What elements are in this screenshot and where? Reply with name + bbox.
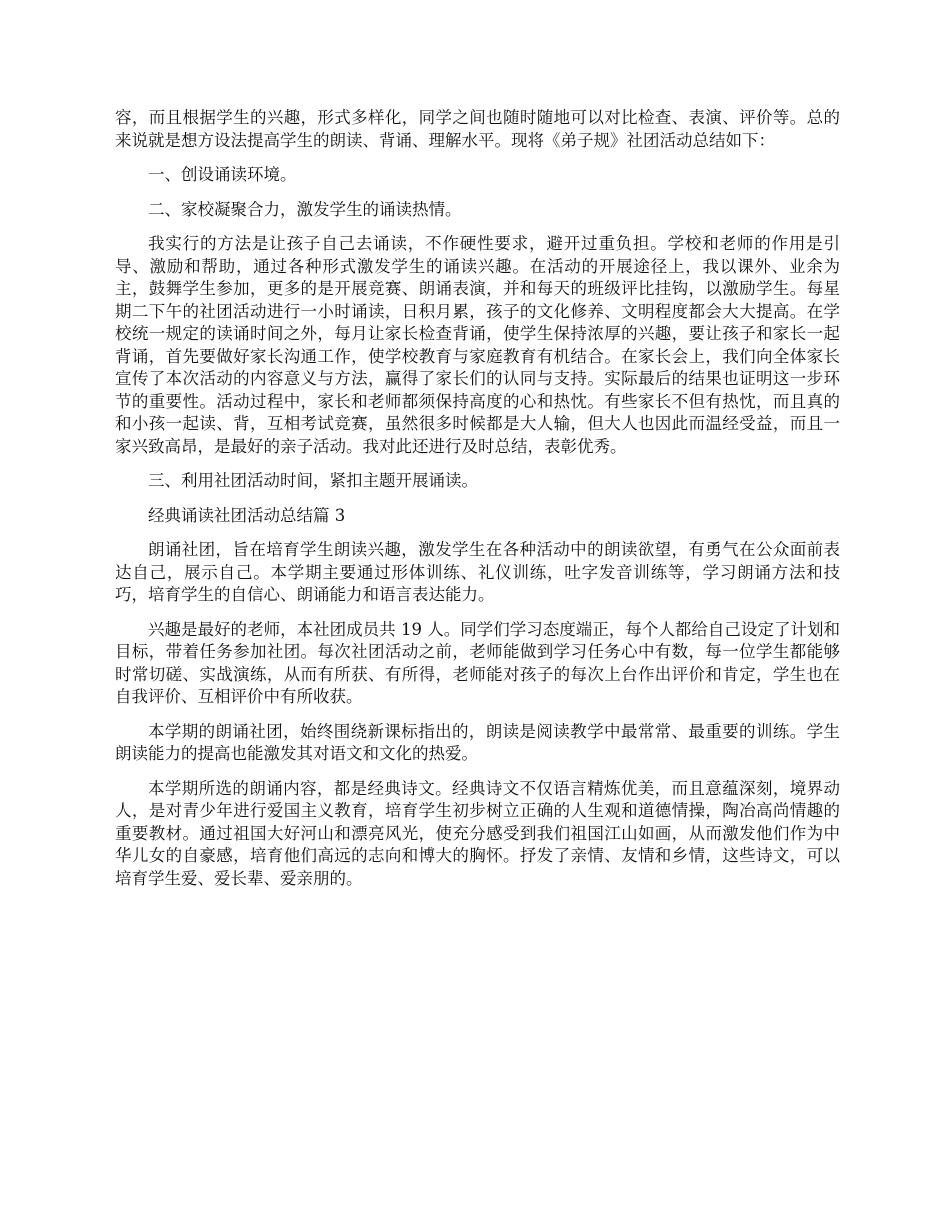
paragraph-curriculum: 本学期的朗诵社团，始终围绕新课标指出的，朗读是阅读教学中最常常、最重要的训练。学生朗读能力的提高也能激发其对语文和文化的热爱。 <box>115 721 840 763</box>
document-page <box>115 107 840 902</box>
paragraph-method: 我实行的方法是让孩子自己去诵读，不作硬性要求，避开过重负担。学校和老师的作用是引导、激励和帮助，通过各种形式激发学生的诵读兴趣。在活动的开展途径上，我以课外、业余为主，鼓舞学生参加，更多的是开展竞赛、朗诵表演，并和每天的班级评比挂钩，以激励学生。每星期二下午的社团活动进行一小时诵读，日积月累，孩子的文化修养、文明程度都会大大提高。在学校统一规定的读诵时间之外，每月让家长检查背诵，使学生保持浓厚的兴趣，要让孩子和家长一起背诵，首先要做好家长沟通工作，使学校教育与家庭教育有机结合。在家长会上，我们向全体家长宣传了本次活动的内容意义与方法，赢得了家长们的认同与支持。实际最后的结果也证明这一步环节的重要性。活动过程中，家长和老师都须保持高度的心和热忱。有些家长不但有热忱，而且真的和小孩一起读、背，互相考试竞赛，虽然很多时候都是大人输，但大人也因此而温经受益，而且一家兴致高昂，是最好的亲子活动。我对此还进行及时总结，表彰优秀。 <box>115 234 840 456</box>
paragraph-content: 本学期所选的朗诵内容，都是经典诗文。经典诗文不仅语言精炼优美，而且意蕴深刻，境界动人，是对青少年进行爱国主义教育，培育学生初步树立正确的人生观和道德情操，陶冶高尚情趣的重要教材。通过祖国大好河山和漂亮风光，使充分感受到我们祖国江山如画，从而激发他们作为中华儿女的自豪感，培育他们高远的志向和博大的胸怀。抒发了亲情、友情和乡情，这些诗文，可以培育学生爱、爱长辈、爱亲朋的。 <box>115 778 840 888</box>
paragraph-members: 兴趣是最好的老师，本社团成员共 19 人。同学们学习态度端正，每个人都给自己设定了计划和目标，带着任务参加社团。每次社团活动之前，老师能做到学习任务心中有数，每一位学生都能够时常切磋、实战演练，从而有所获、有所得，老师能对孩子的每次上台作出评价和肯定，学生也在自我评价、互相评价中有所收获。 <box>115 619 840 706</box>
paragraph-continuation: 容，而且根据学生的兴趣，形式多样化，同学之间也随时随地可以对比检查、表演、评价等。总的来说就是想方设法提高学生的朗读、背诵、理解水平。现将《弟子规》社团活动总结如下： <box>115 108 840 150</box>
section-heading-3: 三、利用社团活动时间，紧扣主题开展诵读。 <box>148 471 478 490</box>
paragraph-intro: 朗诵社团，旨在培育学生朗读兴趣，激发学生在各种活动中的朗读欲望，有勇气在公众面前表达自己，展示自己。本学期主要通过形体训练、礼仪训练，吐字发音训练等，学习朗诵方法和技巧，培育学生的自信心、朗诵能力和语言表达能力。 <box>115 540 840 604</box>
section-heading-1: 一、创设诵读环境。 <box>148 165 297 184</box>
section-heading-2: 二、家校凝聚合力，激发学生的诵读热情。 <box>148 199 462 219</box>
article-title: 经典诵读社团活动总结篇 3 <box>148 505 346 525</box>
